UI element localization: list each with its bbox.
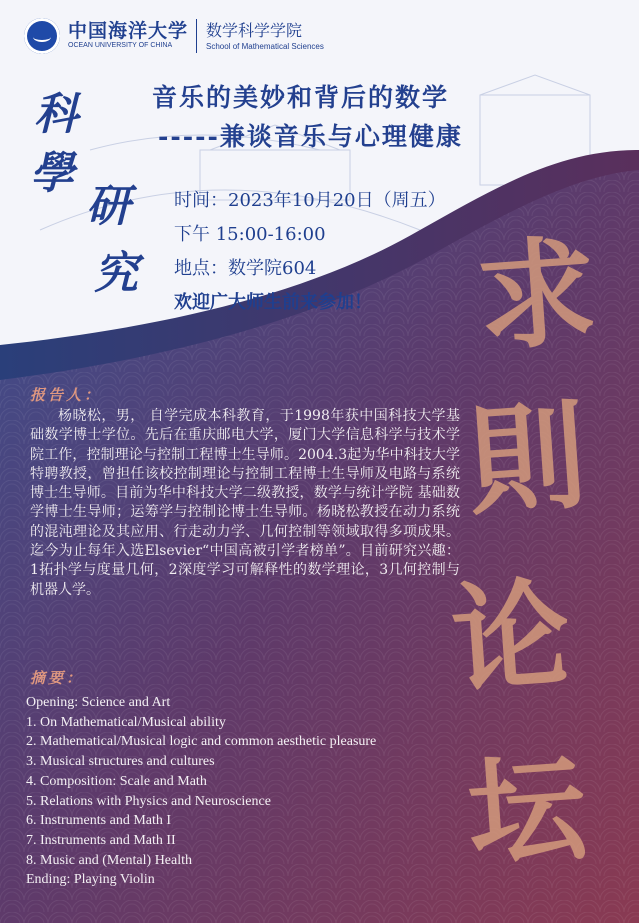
abstract-item: 2. Mathematical/Musical logic and common aesthetic pleasure <box>26 734 377 750</box>
abstract-item: 8. Music and (Mental) Health <box>26 852 193 868</box>
school-name-cn: 数学科学学院 <box>206 20 303 40</box>
event-afternoon: 下午 15:00-16:00 <box>174 224 326 245</box>
kexue-char-3: 研 <box>86 181 130 232</box>
university-name-en: OCEAN UNIVERSITY OF CHINA <box>68 42 173 49</box>
abstract-item: 3. Musical structures and cultures <box>26 754 215 770</box>
event-welcome: 欢迎广大师生前来参加！ <box>174 292 372 313</box>
abstract-item: 1. On Mathematical/Musical ability <box>26 714 226 730</box>
abstract-item: 5. Relations with Physics and Neuroscience <box>26 793 271 809</box>
calligraphy-char-1: 求 <box>473 221 601 368</box>
header-divider <box>196 19 197 53</box>
kexue-char-4: 究 <box>94 248 138 299</box>
event-time: 时间：2023年10月20日（周五） <box>174 190 446 211</box>
abstract-item: Ending: Playing Violin <box>26 872 155 888</box>
event-place: 地点：数学院604 <box>174 258 317 279</box>
talk-subtitle: -----兼谈音乐与心理健康 <box>158 122 463 151</box>
calligraphy-char-2: 則 <box>463 385 591 532</box>
kexue-char-2: 學 <box>30 148 74 199</box>
abstract-item: Opening: Science and Art <box>26 695 171 710</box>
university-name-cn: 中国海洋大学 <box>68 20 189 42</box>
abstract-item: 7. Instruments and Math II <box>26 832 176 848</box>
speaker-bio: 杨晓松，男， 自学完成本科教育，于1998年获中国科技大学基础数学博士学位。先后在重庆邮电大学，厦门大学信息科学与技术学院工作，控制理论与控制工程博士生导师。2004.3起为华中科技大学特聘教授，曾担任该校控制理论与控制工程博士生导师及电路与系统博士生导师。目前为华中科技大学二级教授，数学与统计学院 基础数学博士生导师；运筹学与控制论博士生导师。杨晓松教授在动力系统的混沌理论及其应用、行走动力学、几何控制等领域取得多项成果。迄今为止每年入选Elsevier“中国高被引学者榜单”。目前研究兴趣：1拓扑学与度量几何，2深度学习可解释性的数学理论，3几何控制与机器人学。 <box>30 408 460 598</box>
talk-title: 音乐的美妙和背后的数学 <box>152 83 450 112</box>
abstract-item: 4. Composition: Scale and Math <box>26 773 207 789</box>
school-name <box>206 21 324 52</box>
university-name <box>68 21 188 51</box>
kexue-char-1: 科 <box>34 89 78 140</box>
institution-header <box>24 18 324 54</box>
school-name-en: School of Mathematical Sciences <box>206 41 324 51</box>
abstract-heading: 摘要： <box>30 669 85 687</box>
speaker-heading: 报告人： <box>30 386 103 404</box>
university-emblem-icon <box>24 18 60 54</box>
calligraphy-char-4: 坛 <box>463 737 591 884</box>
calligraphy-char-3: 论 <box>447 563 575 710</box>
abstract-list <box>26 693 376 890</box>
abstract-item: 6. Instruments and Math I <box>26 813 172 829</box>
